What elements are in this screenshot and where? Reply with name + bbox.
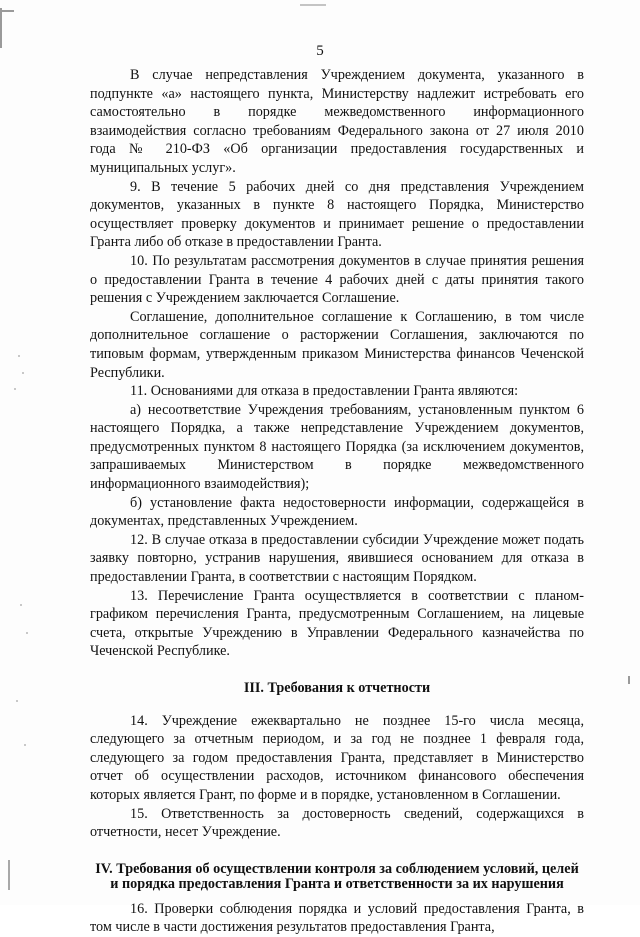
scan-edge-mark: [0, 10, 14, 12]
scan-speckle: [22, 372, 24, 374]
scan-speckle: [24, 744, 26, 746]
paragraph-item-12: 12. В случае отказа в предоставлении субсидии Учреждение может подать заявку повторно, устранив нарушения, явившиеся основанием для отказа в предоставлении Гранта, в соответствии с настоящим Порядком.: [90, 531, 584, 586]
paragraph: В случае непредставления Учреждением документа, указанного в подпункте «а» настоящего пункта, Министерству надлежит истребовать его самостоятельно в порядке межведомственного информационного взаимодействия согласно требованиям Федерального закона от 27 июля 2010 года № 210-ФЗ «Об организации предоставления государственных и муниципальных услуг».: [90, 67, 584, 176]
scan-speckle: [20, 604, 22, 606]
scan-speckle: [14, 388, 16, 390]
paragraph-item-11: 11. Основаниями для отказа в предоставлении Гранта являются:: [130, 383, 519, 400]
scan-edge-mark: [0, 8, 2, 48]
scan-speckle: [16, 700, 18, 702]
scan-speckle: [18, 355, 20, 357]
paragraph-item-14: 14. Учреждение ежеквартально не позднее 15-го числа месяца, следующего за отчетным периодом, и за год не позднее 1 февраля года, следующего за годом предоставления Гранта, представляет в Министерство отчет об осуществлении расходов, источником финансового обеспечения которых является Грант, по форме и в порядке, установленном в Соглашении.: [90, 712, 584, 803]
subitem-b: б) установление факта недостоверности информации, содержащейся в документах, представленных Учреждением.: [90, 494, 584, 530]
section-3-heading: III. Требования к отчетности: [243, 680, 431, 696]
scan-top-mark: [300, 4, 326, 6]
paragraph-item-15: 15. Ответственность за достоверность сведений, содержащихся в отчетности, несет Учреждение.: [90, 805, 584, 841]
paragraph-item-16: 16. Проверки соблюдения порядка и условий предоставления Гранта, в том числе в части достижения результатов предоставления Гранта,: [90, 900, 584, 936]
section-4-heading: IV. Требования об осуществлении контроля за соблюдением условий, целей и порядка предоставления Гранта и ответственности за их нарушения: [95, 860, 579, 892]
page-number: 5: [316, 43, 324, 59]
scan-speckle: [26, 632, 28, 634]
scan-left-mark: [8, 860, 10, 890]
paragraph: Соглашение, дополнительное соглашение к Соглашению, в том числе дополнительное соглашение о расторжении Соглашения, заключаются по типовым формам, утвержденным приказом Министерства финансов Чеченской Республики.: [90, 308, 584, 381]
scan-right-mark: [628, 676, 630, 684]
subitem-a: а) несоответствие Учреждения требованиям, установленным пунктом 6 настоящего Порядка, а также непредставление Учреждением документов, предусмотренных пунктом 8 настоящего Порядка (за исключением документов, запрашиваемых Министерством в порядке межведомственного информационного взаимодействия);: [90, 401, 584, 493]
document-body: [90, 66, 584, 937]
paragraph-item-13: 13. Перечисление Гранта осуществляется в соответствии с планом-графиком перечисления Гранта, предусмотренным Соглашением, на лицевые счета, открытые Учреждению в Управлении Федерального казначейства по Чеченской Республике.: [90, 587, 584, 660]
paragraph-item-10: 10. По результатам рассмотрения документов в случае принятия решения о предоставлении Гранта в течение 4 рабочих дней с даты принятия такого решения с Учреждением заключается Соглашение.: [90, 252, 584, 307]
paragraph-item-9: 9. В течение 5 рабочих дней со дня представления Учреждением документов, указанных в пункте 8 настоящего Порядка, Министерство осуществляет проверку документов и принимает решение о предоставлении Гранта либо об отказе в предоставлении Гранта.: [90, 178, 584, 251]
